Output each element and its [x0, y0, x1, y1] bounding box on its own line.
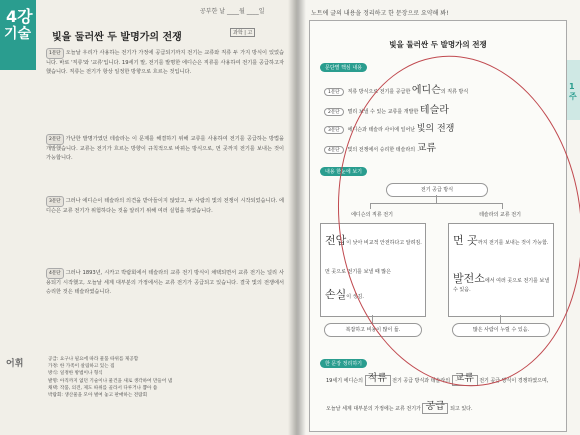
paragraph-text: 그러나 에디슨이 테슬라의 의견을 받아들이지 않았고, 두 사람의 빛의 전쟁이 시작되었습니다. 에디슨은 교류 전기가 위험하다는 것을 알리기 위해 여러 실험을 하였습니다. — [46, 198, 284, 215]
left-item — [325, 286, 423, 302]
connector-line — [502, 203, 503, 209]
instruction-text: 노트에 글의 내용을 정리하고 한 문장으로 요약해 봐! — [311, 10, 449, 17]
left-item-text: 이 생김. — [346, 294, 364, 300]
handwritten-answer: 빛의 전쟁 — [416, 124, 455, 134]
right-page — [297, 0, 580, 435]
handwritten-answer: 교류 — [416, 143, 437, 154]
summary-worksheet — [309, 20, 567, 432]
paragraph-number: 3문단 — [46, 196, 64, 207]
section-overview: 내용 한눈에 보기 — [320, 167, 367, 176]
chapter-badge — [0, 0, 36, 70]
row-text: 직류 방식으로 전기를 공급한 — [347, 89, 411, 95]
paragraph-text: 그러나 1893년, 시카고 박람회에서 테슬라의 교류 전기 방식이 채택되면서 교류 전기는 널리 사용되기 시작했고, 오늘날 세계 대부분의 가정에서는 교류 전기가 공급되고 있습니다. 결국 빛의 전쟁에서 승리한 것은 테슬라였습니다. — [46, 270, 284, 296]
handwritten-answer: 직류 — [367, 373, 387, 384]
vocabulary-item: 채택: 작품, 의견, 제도 따위를 골라서 다루거나 뽑아 씀 — [48, 385, 158, 391]
connector-line — [500, 315, 501, 323]
study-date: 공부한 날 ____월 ____일 — [200, 8, 265, 15]
handwritten-answer: 에디슨 — [411, 85, 441, 96]
left-item — [325, 232, 423, 248]
diagram-top-node: 전기 공급 방식 — [386, 183, 488, 197]
right-branch-heading: 테슬라의 교류 전기 — [479, 212, 521, 218]
paragraph — [46, 268, 284, 297]
vocabulary-item: 발명: 아직까지 없던 기술이나 물건을 새로 생각하여 만들어 냄 — [48, 378, 173, 384]
row-after: 의 직류 방식 — [440, 89, 469, 95]
right-item-text: 까지 전기를 보내는 것이 가능함. — [477, 240, 549, 246]
paragraph-number: 4문단 — [46, 268, 64, 279]
vocabulary-item: 박람회: 생산물을 모아 벌여 놓고 판매하는 전람회 — [48, 393, 148, 399]
section-paragraph-summary: 문단별 핵심 내용 — [320, 63, 367, 72]
subject-tag: 과학 | 고 — [230, 28, 255, 37]
paragraph-number: 2문단 — [46, 134, 64, 145]
left-branch-box — [320, 223, 426, 317]
row-text: 빛의 전쟁에서 승리한 테슬라의 — [347, 147, 416, 153]
left-item — [325, 268, 423, 275]
paragraph-text: 오늘날 우리가 사용하는 전기가 가정에 공급되기까지 전기는 교류와 직류 두 가지 방식이 있었습니다. 바로 '직류'와 '교류'입니다. 19세기 말, 전기를 발명한 에디슨은 직류를 사용하여 전기를 공급하고자 했습니다. 직류는 전기가 항상 일정한 방향으로 흐르는 것입니다. — [46, 50, 284, 76]
left-item-text: 먼 곳으로 전기를 보낼 때 많은 — [325, 269, 391, 275]
row-tag: 2문단 — [324, 108, 344, 116]
right-item-text: 에서 여러 곳으로 전기를 보낼 수 있음. — [453, 278, 550, 293]
summary-text: 전기 공급 방식과 테슬라의 — [392, 378, 451, 384]
vocabulary-item: 방식: 일정한 방법이나 형식 — [48, 371, 103, 377]
handwritten-answer: 발전소 — [453, 272, 485, 285]
connector-line — [370, 203, 502, 204]
summary-line — [326, 403, 556, 415]
vocabulary-item: 가정: 한 가족이 살림하고 있는 집 — [48, 364, 115, 370]
handwritten-answer: 손실 — [325, 288, 347, 301]
paragraph — [46, 134, 284, 163]
chapter-label: 기술 — [4, 26, 32, 42]
row-text: 에디슨과 테슬라 사이에 일어난 — [347, 127, 416, 133]
handwritten-answer: 교류 — [454, 373, 474, 384]
left-outcome: 복잡하고 비용이 많이 듦. — [324, 323, 422, 337]
side-tab-label: 1주 — [569, 82, 577, 101]
section-one-sentence: 한 문장 정리하기 — [320, 359, 367, 368]
right-branch-box — [448, 223, 554, 317]
row-tag: 4문단 — [324, 146, 344, 154]
paragraph — [46, 196, 284, 216]
row-tag: 1문단 — [324, 88, 344, 96]
left-item-text: 이 낮아 비교적 안전하다고 알려짐. — [346, 240, 422, 246]
connector-line — [370, 203, 371, 209]
summary-row — [324, 81, 468, 96]
answer-box — [452, 375, 478, 386]
paragraph — [46, 48, 284, 77]
right-item — [453, 232, 551, 248]
answer-box — [365, 375, 391, 386]
vocabulary-list — [48, 356, 248, 399]
summary-row — [324, 121, 454, 134]
right-outcome: 많은 사람이 누릴 수 있음. — [452, 323, 550, 337]
handwritten-answer: 먼 곳 — [453, 234, 478, 247]
row-tag: 3문단 — [324, 126, 344, 134]
chapter-number: 4강 — [6, 7, 33, 26]
row-text: 멀리 보낼 수 있는 교류를 개발한 — [347, 109, 419, 115]
summary-text: 되고 있다. — [450, 406, 473, 412]
handwritten-answer: 공급 — [425, 401, 445, 412]
summary-text: 오늘날 세계 대부분의 가정에는 교류 전기가 — [326, 406, 421, 412]
summary-row — [324, 101, 449, 116]
side-tab — [566, 60, 580, 120]
passage-title: 빛을 둘러싼 두 발명가의 전쟁 — [52, 32, 182, 43]
vocabulary-label: 어휘 — [6, 359, 24, 369]
vocabulary-item: 공급: 요구나 필요에 따라 물품 따위를 제공함 — [48, 357, 139, 362]
summary-text: 전기 공급 방식이 경쟁하였으며, — [479, 378, 549, 384]
right-item — [453, 270, 551, 293]
summary-line — [326, 375, 556, 387]
handwritten-answer: 전압 — [325, 234, 347, 247]
answer-box — [422, 403, 448, 414]
handwritten-answer: 테슬라 — [419, 105, 449, 116]
paragraph-text: 가난한 발명가였던 테슬라는 이 문제를 해결하기 위해 교류를 사용하여 전기를 공급하는 방법을 개발했습니다. 교류는 전기가 흐르는 방향이 규칙적으로 바뀌는 방식으로, 먼 곳까지 전기를 보내는 것이 가능합니다. — [46, 136, 284, 162]
left-branch-heading: 에디슨의 직류 전기 — [351, 212, 393, 218]
connector-line — [372, 315, 373, 323]
summary-text: 19세기 에디슨의 — [326, 378, 363, 384]
paragraph-number: 1문단 — [46, 48, 64, 59]
worksheet-title: 빛을 둘러싼 두 발명가의 전쟁 — [389, 40, 487, 49]
summary-row — [324, 139, 436, 154]
connector-line — [436, 195, 437, 203]
